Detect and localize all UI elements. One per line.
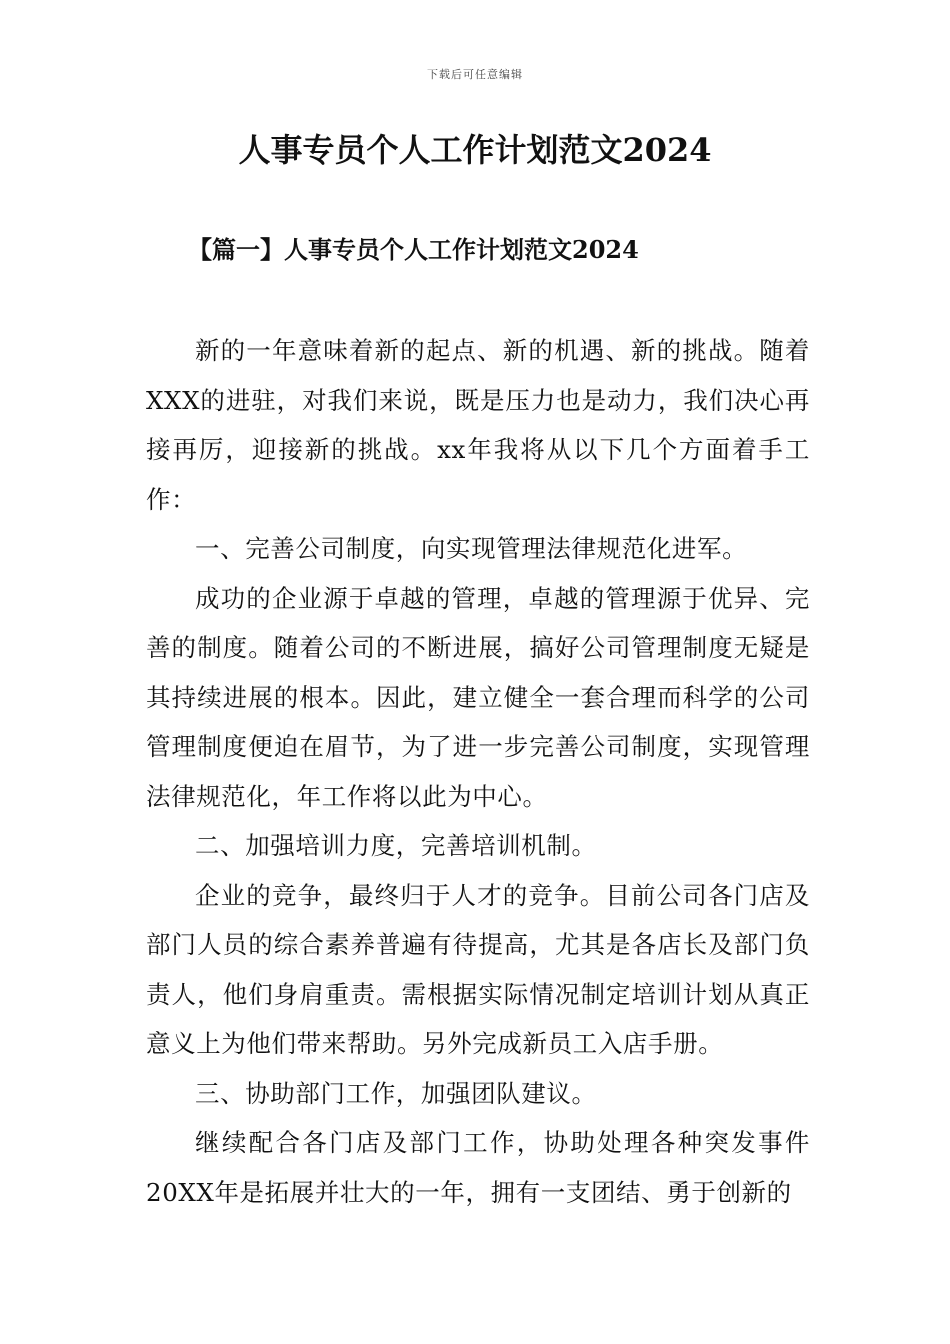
heading-point-2: 二、加强培训力度，完善培训机制。 — [195, 831, 597, 860]
section-title: 【篇一】人事专员个人工作计划范文2024 — [188, 235, 639, 264]
header-note: 下载后可任意编辑 — [427, 68, 523, 81]
paragraph-point-3: 继续配合各门店及部门工作，协助处理各种突发事件20XX年是拓展并壮大的一年，拥有一支团结、勇于创新的 — [146, 1128, 810, 1207]
document-title: 人事专员个人工作计划范文2024 — [238, 131, 712, 169]
paragraph-point-2: 企业的竞争，最终归于人才的竞争。目前公司各门店及部门人员的综合素养普遍有待提高，尤其是各店长及部门负责人，他们身肩重责。需根据实际情况制定培训计划从真正意义上为他们带来帮助。另外完成新员工入店手册。 — [146, 880, 810, 1058]
heading-point-3: 三、协助部门工作，加强团队建议。 — [195, 1078, 597, 1108]
paragraph-point-1: 成功的企业源于卓越的管理，卓越的管理源于优异、完善的制度。随着公司的不断进展，搞好公司管理制度无疑是其持续进展的根本。因此，建立健全一套合理而科学的公司管理制度便迫在眉节，为了进一步完善公司制度，实现管理法律规范化，年工作将以此为中心。 — [146, 583, 810, 811]
document-body — [146, 326, 810, 1217]
paragraph-intro: 新的一年意味着新的起点、新的机遇、新的挑战。随着XXX的进驻，对我们来说，既是压力也是动力，我们决心再接再厉，迎接新的挑战。xx年我将从以下几个方面着手工作： — [146, 336, 810, 514]
heading-point-1: 一、完善公司制度，向实现管理法律规范化进军。 — [195, 534, 748, 563]
